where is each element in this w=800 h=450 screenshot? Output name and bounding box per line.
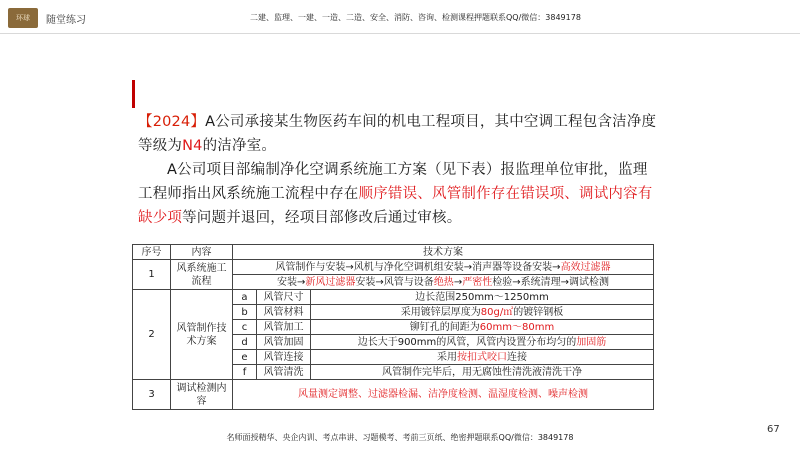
item-plan (311, 335, 654, 350)
plan-text: 连接 (507, 351, 527, 363)
question-paragraph-1 (138, 110, 658, 158)
plan-text: 检验→系统清理→调试检测 (492, 276, 609, 288)
question-text: 等问题并退回，经项目部修改后通过审核。 (182, 210, 462, 226)
item-plan (311, 320, 654, 335)
plan-red-text: 加固筋 (576, 336, 607, 348)
plan-text: 铆钉孔的间距为 (409, 321, 480, 333)
header-plan: 技术方案 (233, 245, 654, 260)
header-contact-info: 二建、监理、一建、一造、二造、安全、消防、咨询、检测课程押题联系QQ/微信：3849178 (250, 13, 581, 22)
plan-text: 风管制作与安装→风机与净化空调机组安装→消声器等设备安装→ (275, 261, 561, 273)
table-row (133, 380, 654, 410)
header-bar (0, 0, 800, 34)
plan-text: 的镀锌钢板 (513, 306, 564, 318)
item-code: d (233, 335, 257, 350)
item-name: 风管加固 (257, 335, 311, 350)
plan-text: → (453, 276, 463, 288)
item-name: 风管加工 (257, 320, 311, 335)
plan-text: 风管制作完毕后，用无腐蚀性清洗液清洗干净 (382, 366, 582, 378)
plan-red-text: 高效过滤器 (560, 261, 611, 273)
row-number: 1 (133, 260, 171, 290)
item-code: e (233, 350, 257, 365)
header-content: 内容 (171, 245, 233, 260)
question-text: A公司项目部编制净化空调系统施工方案（见下表）报监理单位审批，监理工程师指出风系统施工流程中存在 (138, 162, 648, 202)
plan-red-text: 按扣式咬口 (457, 351, 507, 363)
item-name: 风管材料 (257, 305, 311, 320)
row-content: 调试检测内容 (171, 380, 233, 410)
plan-red-text: 80g/㎡ (480, 306, 514, 318)
flow-line-1 (233, 260, 654, 275)
row-content: 风系统施工流程 (171, 260, 233, 290)
item-code: c (233, 320, 257, 335)
construction-plan-table (132, 244, 654, 410)
accent-bar (132, 80, 135, 108)
item-plan (311, 350, 654, 365)
question-paragraph-2 (138, 158, 658, 230)
plan-red-text: 绝热 (433, 276, 454, 288)
course-label: 随堂练习 (46, 15, 86, 26)
question-text: 的洁净室。 (202, 138, 277, 154)
brand-logo: 环球 (8, 8, 38, 28)
table-row (133, 290, 654, 305)
item-code: b (233, 305, 257, 320)
plan-text: 采用镀锌层厚度为 (400, 306, 481, 318)
cleanliness-grade: N4 (182, 138, 203, 154)
item-code: f (233, 365, 257, 380)
debug-plan: 风量测定调整、过滤器检漏、洁净度检测、温湿度检测、噪声检测 (233, 380, 654, 410)
plan-red-text: 严密性 (462, 276, 493, 288)
table-row (133, 260, 654, 275)
item-name: 风管连接 (257, 350, 311, 365)
item-plan (311, 290, 654, 305)
plan-red-text: 60mm～80mm (479, 321, 555, 333)
item-name: 风管清洗 (257, 365, 311, 380)
item-plan (311, 305, 654, 320)
header-no: 序号 (133, 245, 171, 260)
flow-line-2 (233, 275, 654, 290)
question-text: A公司承接某生物医药车间的机电工程项目，其中空调工程包含洁净度等级为 (138, 114, 657, 154)
plan-red-text: 新风过滤器 (305, 276, 356, 288)
row-number: 3 (133, 380, 171, 410)
row-content: 风管制作技术方案 (171, 290, 233, 380)
item-code: a (233, 290, 257, 305)
plan-text: 安装→风管与设备 (355, 276, 434, 288)
year-tag: 【2024】 (138, 114, 206, 130)
item-name: 风管尺寸 (257, 290, 311, 305)
table-header-row (133, 245, 654, 260)
header-divider (0, 33, 800, 34)
footer-info: 名师面授精华、央企内训、考点串讲、习题模考、考前三页纸、绝密押题联系QQ/微信：3849178 (226, 433, 574, 442)
plan-text: 边长大于900mm的风管，风管内设置分布均匀的 (357, 336, 577, 348)
row-number: 2 (133, 290, 171, 380)
page-number: 67 (767, 424, 780, 435)
item-plan (311, 365, 654, 380)
plan-text: 边长范围250mm～1250mm (415, 291, 549, 303)
highlighted-issues: 顺序错误、风管制作存在错误项、调试内容有缺少项 (138, 186, 653, 226)
plan-text: 采用 (437, 351, 457, 363)
plan-text: 安装→ (277, 276, 306, 288)
